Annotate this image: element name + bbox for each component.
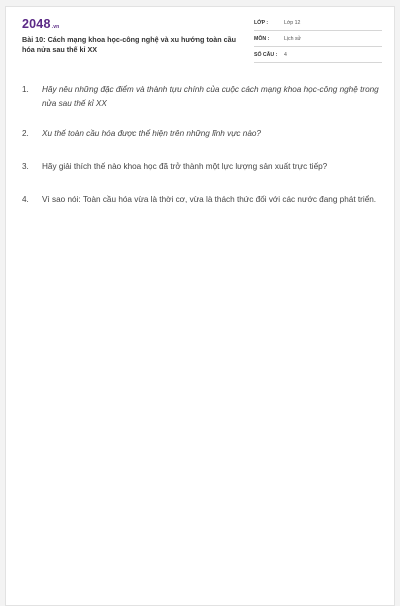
question-item bbox=[22, 193, 382, 223]
meta-key-subject: MÔN : bbox=[254, 36, 270, 42]
site-logo[interactable] bbox=[22, 17, 59, 31]
meta-value-class: Lớp 12 bbox=[284, 20, 301, 26]
question-item bbox=[22, 127, 382, 160]
meta-row-class bbox=[254, 17, 382, 31]
meta-key-class: LỚP : bbox=[254, 20, 269, 26]
question-text: Hãy nêu những đặc điểm và thành tựu chính của cuộc cách mạng khoa học-công nghệ trong nửa sau thế kỉ XX bbox=[42, 85, 379, 108]
question-number: 3. bbox=[22, 162, 29, 171]
logo-suffix: .vn bbox=[51, 24, 60, 30]
lesson-title: Bài 10: Cách mạng khoa học-công nghệ và xu hướng toàn cầu hóa nửa sau thế kỉ XX bbox=[22, 35, 236, 54]
meta-row-subject bbox=[254, 33, 382, 47]
question-number: 1. bbox=[22, 85, 29, 94]
question-text: Hãy giải thích thế nào khoa học đã trở thành một lực lượng sản xuất trực tiếp? bbox=[42, 162, 328, 171]
question-item bbox=[22, 83, 382, 127]
worksheet-page bbox=[5, 6, 395, 606]
meta-value-subject: Lịch sử bbox=[284, 36, 302, 42]
meta-row-question-count bbox=[254, 49, 382, 63]
question-number: 2. bbox=[22, 129, 29, 138]
logo-text: 2048 bbox=[22, 17, 51, 31]
question-text: Vì sao nói: Toàn cầu hóa vừa là thời cơ, vừa là thách thức đối với các nước đang phát triển. bbox=[42, 195, 377, 204]
meta-value-question-count: 4 bbox=[284, 52, 287, 58]
question-item bbox=[22, 160, 382, 193]
question-number: 4. bbox=[22, 195, 29, 204]
question-list bbox=[22, 83, 382, 223]
meta-key-question-count: SỐ CÂU : bbox=[254, 52, 278, 58]
question-text: Xu thế toàn cầu hóa được thể hiện trên những lĩnh vực nào? bbox=[42, 129, 261, 138]
